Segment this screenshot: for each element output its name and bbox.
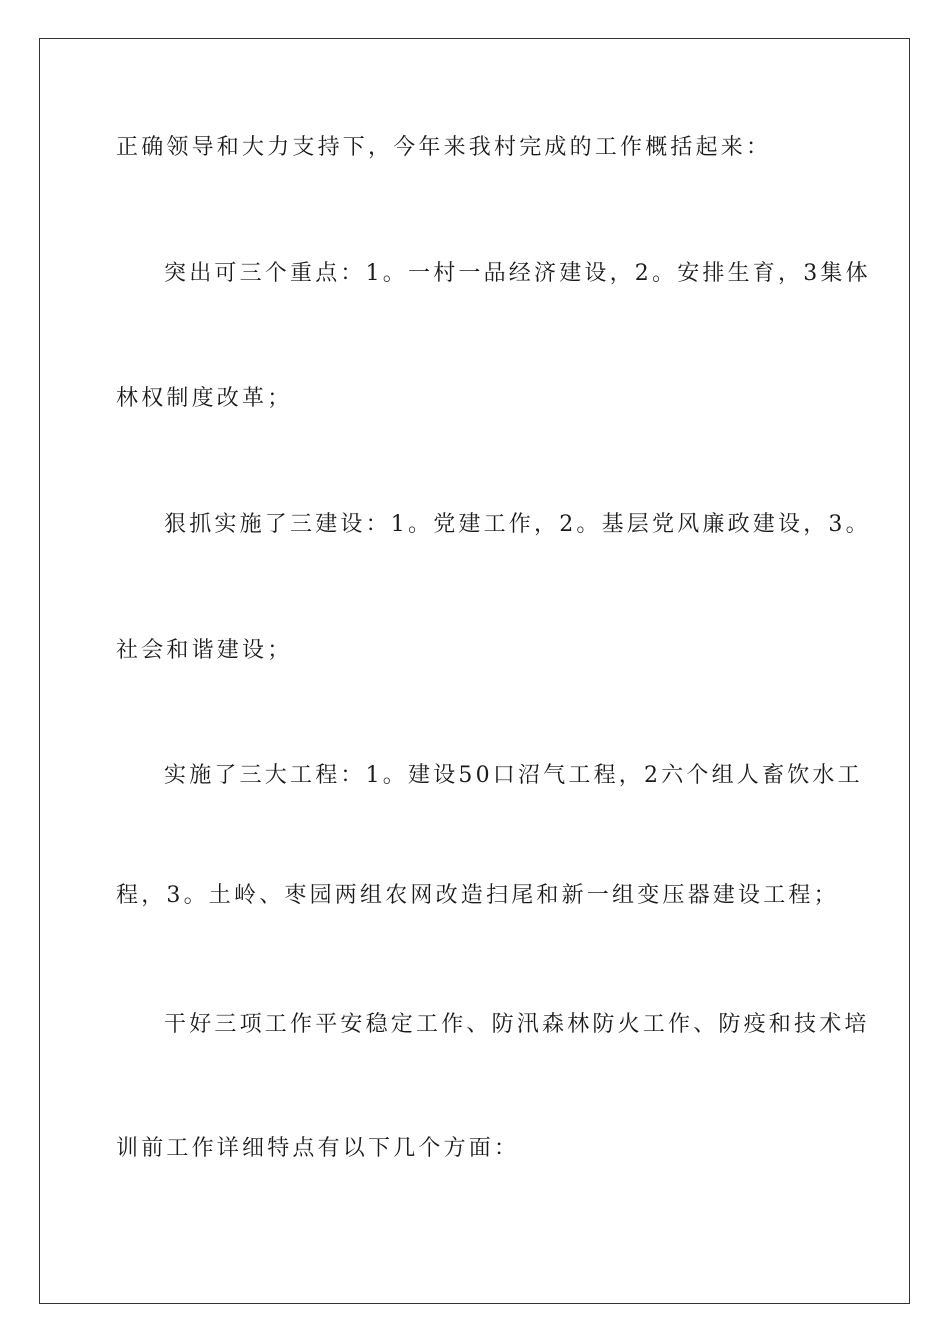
page-border	[39, 38, 910, 1304]
text-line-8: 干好三项工作平安稳定工作、防汛森林防火工作、防疫和技术培	[164, 1012, 870, 1037]
text-line-4: 狠抓实施了三建设：1。党建工作，2。基层党风廉政建设，3。	[164, 512, 871, 537]
text-line-9: 训前工作详细特点有以下几个方面：	[116, 1136, 520, 1161]
text-line-7: 程，3。土岭、枣园两组农网改造扫尾和新一组变压器建设工程；	[116, 883, 839, 908]
text-line-6: 实施了三大工程：1。建设50口沼气工程，2六个组人畜饮水工	[164, 763, 863, 788]
text-line-5: 社会和谐建设；	[116, 638, 293, 663]
text-line-3: 林权制度改革；	[116, 386, 293, 411]
text-line-2: 突出可三个重点：1。一村一品经济建设，2。安排生育，3集体	[164, 261, 871, 286]
text-line-1: 正确领导和大力支持下，今年来我村完成的工作概括起来：	[116, 135, 772, 160]
